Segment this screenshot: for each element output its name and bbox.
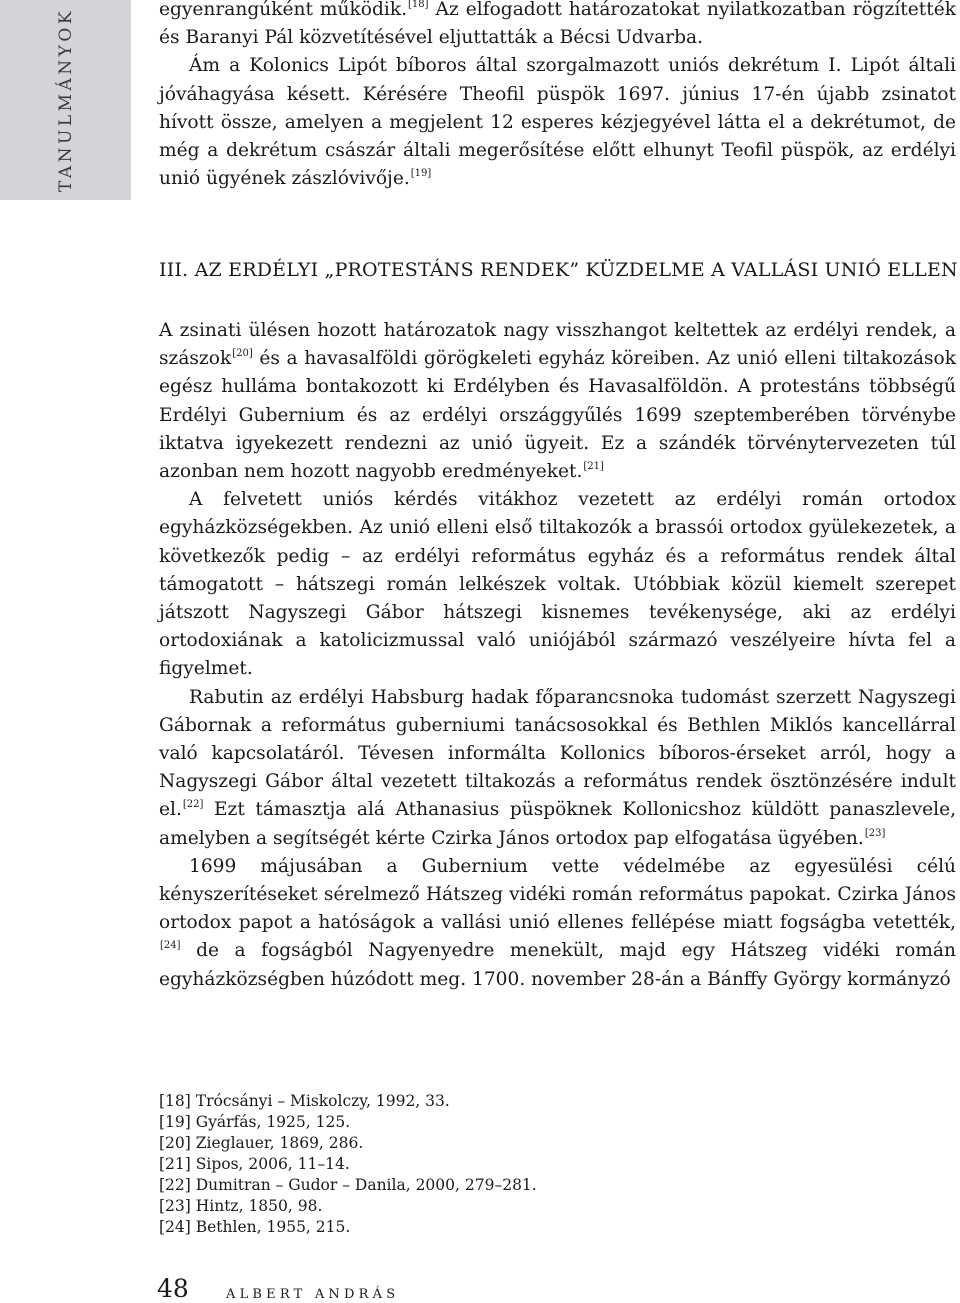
top-text-block [159, 0, 956, 193]
footnote-ref-24[interactable]: [24] [160, 940, 181, 952]
section-heading: III. AZ ERDÉLYI „PROTESTÁNS RENDEK” KÜZDELME A VALLÁSI UNIÓ ELLEN [159, 259, 958, 281]
section-label: TANULMÁNYOK [55, 7, 76, 193]
footnote-ref-23[interactable]: [23] [864, 827, 886, 839]
paragraph [159, 684, 956, 853]
footnote-item: [20] Zieglauer, 1869, 286. [159, 1134, 364, 1152]
footnote-ref-19[interactable]: [19] [410, 168, 432, 180]
footnote-item: [23] Hintz, 1850, 98. [159, 1197, 323, 1215]
text-run: egyenrangúként működik. [159, 0, 408, 20]
footnote-ref-20[interactable]: [20] [232, 348, 253, 360]
text-run: de a fogságból Nagyenyedre menekült, majd egy Hátszeg vidéki román egyházközségben húzódott meg. 1700. november 28-án a Bánffy György kormányzó [159, 940, 956, 990]
text-run: A felvetett uniós kérdés vitákhoz vezetett az erdélyi román ortodox egyházközségekben. Az unió elleni első tiltakozók a brassói ortodox gyülekezetek, a következők pedig – az erdélyi református egyház és a református rendek által támogatott – hátszegi román lelkészek voltak. Utóbbiak közül kiemelt szerepet játszott Nagyszegi Gábor hátszegi kisnemes tevékenysége, aki az erdélyi ortodoxiának a katolicizmussal való uniójából származó veszélyeire hívta fel a figyelmet. [159, 489, 956, 680]
footnote-ref-22[interactable]: [22] [182, 799, 204, 811]
footnotes-list [159, 1091, 759, 1238]
footnote-ref-18[interactable]: [18] [408, 0, 429, 10]
text-run: Rabutin az erdélyi Habsburg hadak főparancsnoka tudomást szerzett Nagyszegi Gábornak a református guberniumi tanácsosokkal és Bethlen Miklós kancellárral való kapcsolatáról. Tévesen informálta Kollonics bíboros-érseket arról, hogy a Nagyszegi Gábor által vezetett tiltakozás a református rendek ösztönzésére indult el. [159, 686, 956, 821]
text-run: 1699 májusában a Gubernium vette védelmébe az egyesülési célú kényszerítéseket sérelmező Hátszeg vidéki román református papokat. Czirka János ortodox papot a hatóságok a vallási unió ellenes fellépése miatt fogságba vetették, [159, 855, 956, 934]
footnote-ref-21[interactable]: [21] [583, 461, 604, 473]
text-run: Ám a Kolonics Lipót bíboros által szorgalmazott uniós dekrétum I. Lipót általi jóváhagyása késett. Kérésére Theofil püspök 1697. június 17-én újabb zsinatot hívott össze, amelyen a megjelent 12 esperes kézjegyével látta el a dekrétumot, de még a dekrétum császár általi megerősítése előtt elhunyt Teofil püspök, az erdélyi unió ügyének zászlóvivője. [159, 55, 956, 190]
footnote-item: [18] Trócsányi – Miskolczy, 1992, 33. [159, 1092, 450, 1110]
paragraph [159, 317, 956, 486]
text-run: Az elfogadott határozatokat nyilatkozatban rögzítették és Baranyi Pál közvetítésével eljuttatták a Bécsi Udvarba. [159, 0, 956, 49]
footnote-item: [22] Dumitran – Gudor – Danila, 2000, 279–281. [159, 1176, 537, 1194]
section-tab [0, 0, 131, 200]
running-footer-author: ALBERT ANDRÁS [226, 1287, 400, 1302]
footnote-item: [24] Bethlen, 1955, 215. [159, 1218, 351, 1236]
page-number: 48 [157, 1274, 189, 1303]
footnote-item: [19] Gyárfás, 1925, 125. [159, 1113, 351, 1131]
footnote-item: [21] Sipos, 2006, 11–14. [159, 1155, 350, 1173]
text-run: Ezt támasztja alá Athanasius püspöknek Kollonicshoz küldött panaszlevele, amelyben a segítségét kérte Czirka János ortodox pap elfogatása ügyében. [159, 799, 956, 849]
paragraph [159, 486, 956, 683]
main-text-block [159, 317, 956, 994]
paragraph [159, 0, 956, 52]
text-run: A zsinati ülésen hozott határozatok nagy visszhangot keltettek az erdélyi rendek, a szászok [159, 320, 956, 370]
paragraph [159, 853, 956, 994]
paragraph [159, 52, 956, 193]
text-run: és a havasalföldi görögkeleti egyház köreiben. Az unió elleni tiltakozások egész hulláma bontakozott ki Erdélyben és Havasalföldön. A protestáns többségű Erdélyi Gubernium és az erdélyi országgyűlés 1699 szeptemberében törvénybe iktatva igyekezett rendezni az unió ügyeit. Ez a szándék törvénytervezeten túl azonban nem hozott nagyobb eredményeket. [159, 348, 956, 483]
